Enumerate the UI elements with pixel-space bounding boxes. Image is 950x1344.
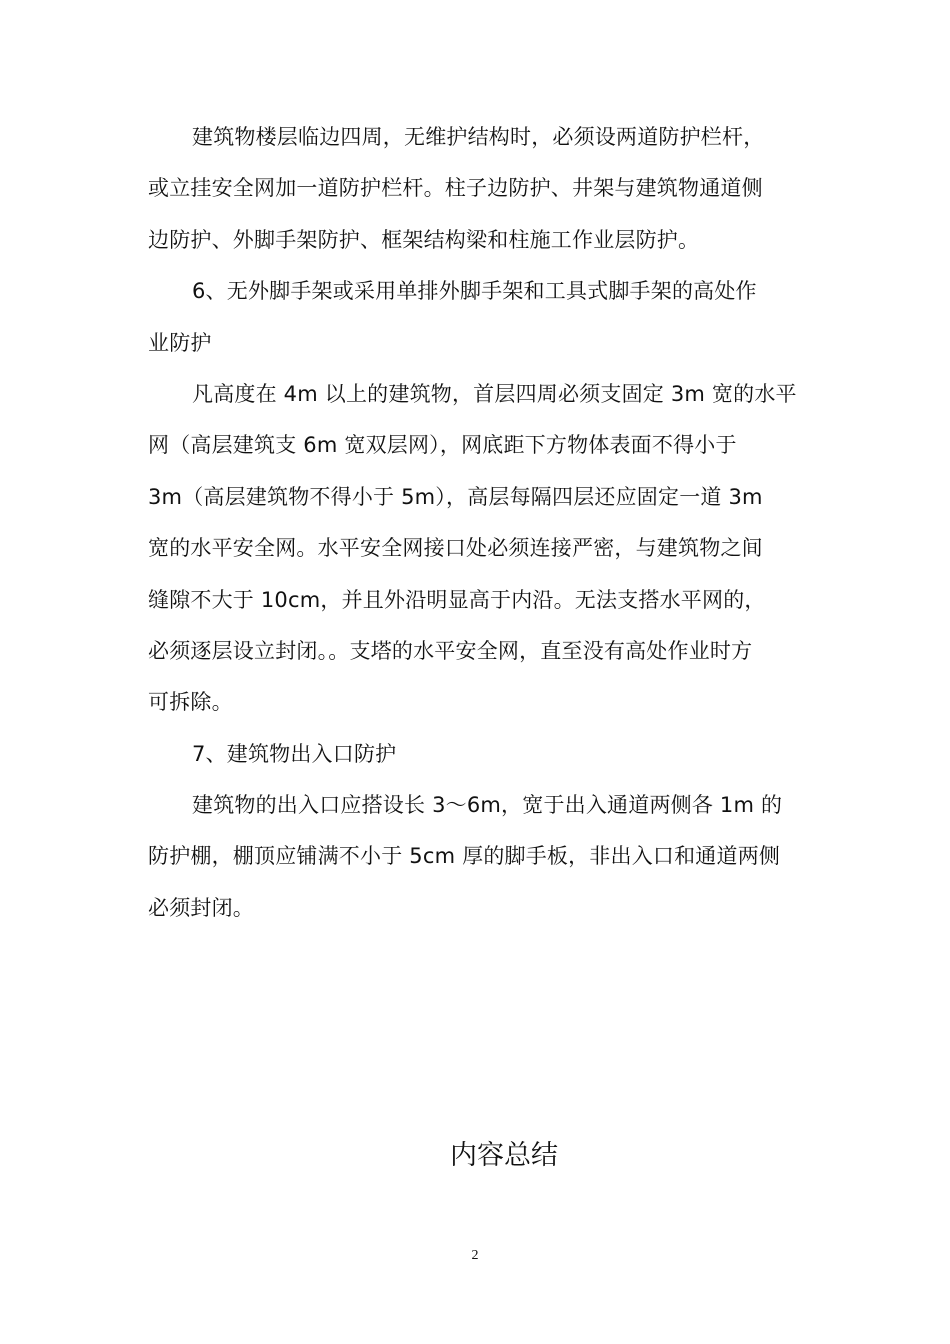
text-line: 宽的水平安全网。水平安全网接口处必须连接严密，与建筑物之间 (148, 536, 763, 561)
document-body (148, 112, 808, 934)
text-line: 边防护、外脚手架防护、框架结构梁和柱施工作业层防护。 (148, 227, 700, 252)
text-line: 3m（高层建筑物不得小于 5m），高层每隔四层还应固定一道 3m (148, 484, 763, 509)
text-line: 防护棚，棚顶应铺满不小于 5cm 厚的脚手板，非出入口和通道两侧 (148, 844, 781, 869)
text-line: 缝隙不大于 10cm，并且外沿明显高于内沿。无法支搭水平网的， (148, 587, 766, 612)
paragraph-entrance (148, 780, 808, 934)
text-line: 6、无外脚手架或采用单排外脚手架和工具式脚手架的高处作 (192, 279, 757, 304)
section-heading-6 (148, 266, 808, 369)
text-line: 必须逐层设立封闭。。支塔的水平安全网，直至没有高处作业时方 (148, 638, 753, 663)
text-line: 建筑物的出入口应搭设长 3～6m，宽于出入通道两侧各 1m 的 (192, 793, 783, 818)
paragraph-safety-net (148, 369, 808, 729)
text-line: 建筑物楼层临边四周，无维护结构时，必须设两道防护栏杆， (192, 125, 765, 149)
section-heading-7 (148, 729, 808, 780)
text-line: 7、建筑物出入口防护 (192, 741, 397, 766)
text-line: 网（高层建筑支 6m 宽双层网），网底距下方物体表面不得小于 (148, 433, 737, 458)
summary-title: 内容总结 (450, 1140, 558, 1171)
page-number: 2 (471, 1248, 479, 1263)
text-line: 凡高度在 4m 以上的建筑物，首层四周必须支固定 3m 宽的水平 (192, 381, 797, 406)
text-line: 可拆除。 (148, 690, 233, 715)
text-line: 业防护 (148, 330, 212, 355)
text-line: 必须封闭。 (148, 895, 254, 920)
text-line: 或立挂安全网加一道防护栏杆。柱子边防护、井架与建筑物通道侧 (148, 176, 763, 201)
paragraph-guardrail (148, 112, 808, 266)
